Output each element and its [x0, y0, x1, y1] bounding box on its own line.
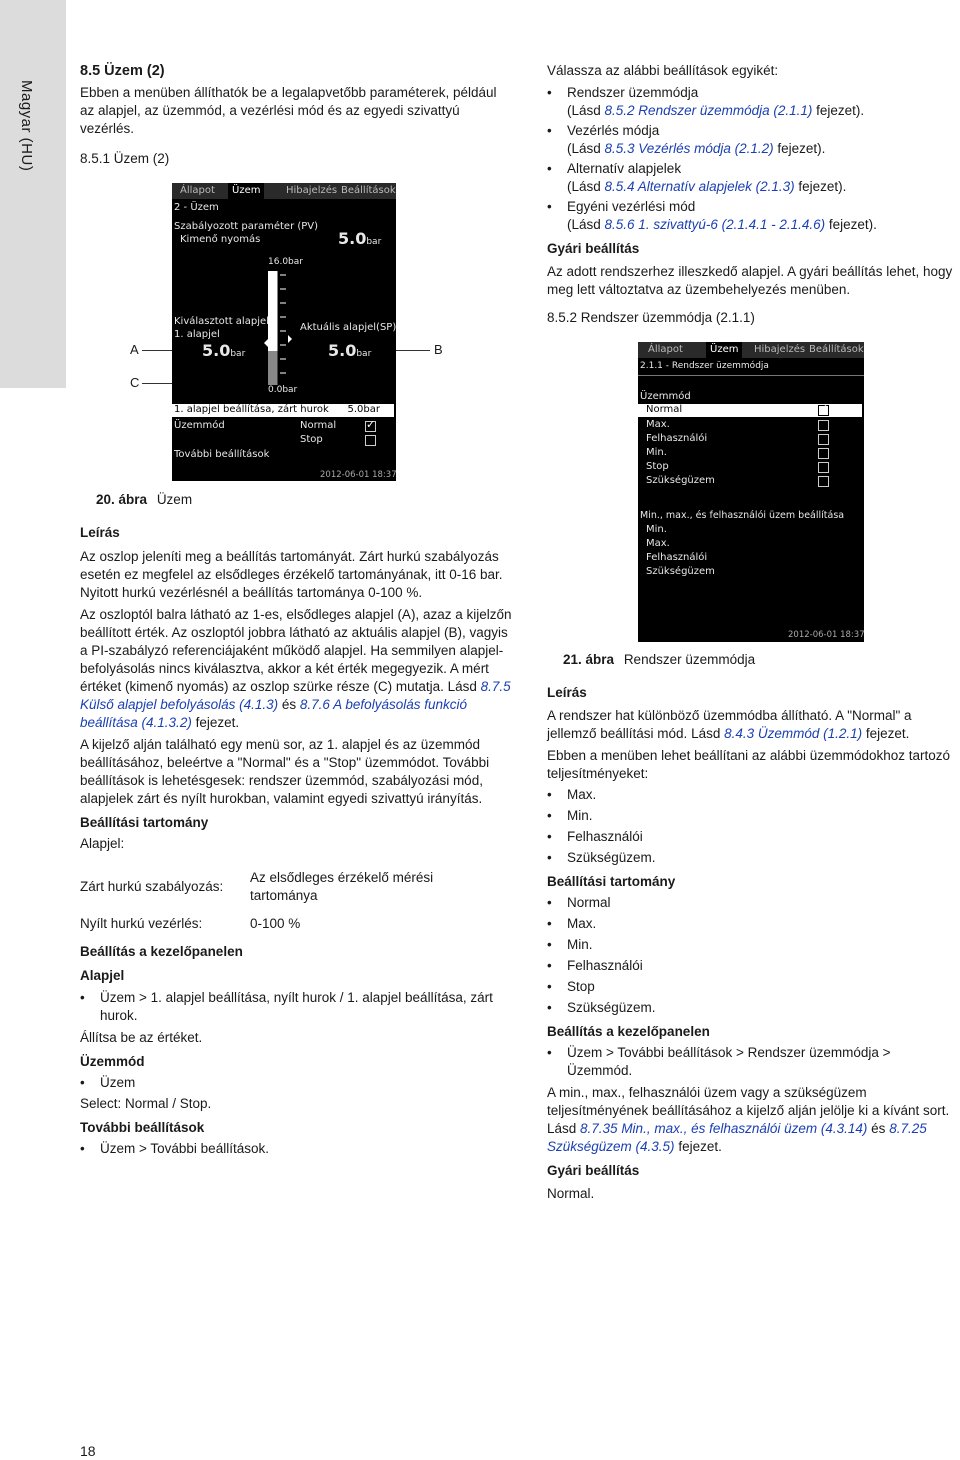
screen-divider [638, 375, 864, 376]
option-name-1: • Rendszer üzemmódja [547, 84, 959, 102]
scale-min-unit: bar [282, 385, 298, 395]
range-table [80, 853, 512, 909]
option-pre-4: (Lásd [567, 217, 605, 232]
right-p1-text: A rendszer hat különböző üzemmódba állítható. A "Normal" a jellemző beállítási mód. Lásd [547, 708, 912, 741]
link-8-7-25[interactable]: 8.7.25 Szükségüzem (4.3.5) [547, 1121, 927, 1154]
screen-title-2: 2.1.1 - Rendszer üzemmódja [640, 361, 769, 371]
language-side-tab [0, 0, 66, 388]
tab-allapot[interactable]: Állapot [180, 185, 215, 196]
pressure-value: 5.0 [338, 229, 367, 248]
option-name-3: • Alternatív alapjelek [547, 160, 959, 178]
right-factory-value: Normal. [547, 1186, 595, 1201]
mode-option-min[interactable]: Min. [646, 447, 667, 458]
leiras-heading: Leírás [80, 525, 120, 540]
right-p1-end: fejezet. [862, 726, 910, 741]
pressure-label: Kimenő nyomás [180, 234, 261, 245]
alapjel-heading: Alapjel [80, 968, 125, 983]
screen-timestamp: 2012-06-01 18:37 [320, 470, 397, 480]
link-8-7-5[interactable]: 8.7.5 Külső alapjel befolyásolás (4.1.3) [80, 679, 511, 712]
factory-heading-top: Gyári beállítás [547, 241, 640, 256]
option-item [547, 198, 959, 234]
figure-21-caption [563, 652, 755, 667]
option-item [547, 160, 959, 196]
right-panel-heading: Beállítás a kezelőpanelen [547, 1024, 710, 1039]
tab-beallitasok-2[interactable]: Beállítások [809, 344, 864, 355]
option-post-3: fejezet). [794, 179, 847, 194]
leiras-p2-end: fejezet. [191, 715, 240, 730]
mode-option-user[interactable]: Felhasználói [646, 433, 708, 444]
link-8-5-2[interactable]: 8.5.2 Rendszer üzemmódja (2.1.1) [604, 103, 813, 118]
open-loop-label: Nyílt hurkú vezérlés: [80, 916, 203, 931]
intro-paragraph: Ebben a menüben állíthatók be a legalapvetőbb paraméterek, például az alapjel, az üzemmód, a vezérlési mód és az egyedi szivattyú vezérlés. [80, 85, 497, 136]
range-heading: Beállítási tartomány [80, 815, 209, 830]
option-post-2: fejezet). [773, 141, 826, 156]
scale-max: 16.0 [268, 257, 289, 267]
tab-hibajelzes-2[interactable]: Hibajelzés [754, 344, 806, 355]
link-8-4-3[interactable]: 8.4.3 Üzemmód (1.2.1) [724, 726, 863, 741]
perf-item: • Felhasználói [547, 828, 959, 846]
display-screen-system-mode [638, 342, 864, 642]
leiras-p2 [80, 606, 512, 732]
more-settings-row[interactable]: További beállítások [174, 449, 270, 460]
right-p3-text: A min., max., felhasználói üzem vagy a szükségüzem teljesítményének beállításához a kijelző alján jelölje ki a kívánt sort. Lásd [547, 1085, 950, 1136]
alapjel-bullet: • Üzem > 1. alapjel beállítása, nyílt hurok / 1. alapjel beállítása, zárt hurok. [80, 989, 512, 1025]
tovabbi-heading: További beállítások [80, 1120, 205, 1135]
mode-emergency-checkbox[interactable] [818, 476, 829, 487]
leiras-p2-mid: és [278, 697, 300, 712]
tab-beallitasok[interactable]: Beállítások [341, 185, 396, 196]
range-item: • Szükségüzem. [547, 999, 959, 1017]
tab-allapot-2[interactable]: Állapot [648, 344, 683, 355]
stop-checkbox[interactable] [365, 435, 376, 446]
callout-c-leader [142, 383, 172, 384]
menu-row-label: 1. alapjel beállítása, zárt hurok [174, 404, 329, 415]
selected-setpoint-label: Kiválasztott alapjel [174, 316, 269, 327]
option-name-2: • Vezérlés módja [547, 122, 959, 140]
setpoint1-label: 1. alapjel [174, 329, 220, 340]
link-8-7-35[interactable]: 8.7.35 Min., max., és felhasználói üzem (4.3.14) [580, 1121, 868, 1136]
perf-item: • Max. [547, 786, 959, 804]
mode-normal[interactable]: Normal [300, 420, 337, 431]
option-item [547, 84, 959, 120]
scale-max-unit: bar [288, 257, 303, 267]
uzemmod-heading: Üzemmód [80, 1054, 145, 1069]
setpoint1-unit: bar [230, 349, 246, 359]
sub-item-min[interactable]: Min. [646, 524, 667, 535]
section-title: 8.5 Üzem (2) [80, 63, 165, 79]
mode-normal-checkbox[interactable] [818, 405, 829, 416]
right-body [547, 684, 959, 1203]
sub-item-user[interactable]: Felhasználói [646, 552, 708, 563]
setpoint1-value: 5.0 [202, 341, 231, 360]
scale-min: 0.0 [268, 385, 283, 395]
sub-heading-screen: Min., max., és felhasználói üzem beállítása [640, 510, 845, 521]
left-body [80, 524, 512, 1158]
link-8-5-6[interactable]: 8.5.6 1. szivattyú-6 (2.1.4.1 - 2.1.4.6) [604, 217, 826, 232]
menu-row-setpoint[interactable] [172, 404, 394, 417]
callout-b-leader [396, 350, 430, 351]
menu-row-value: 5.0bar [347, 404, 380, 415]
mode-option-normal-label: Normal [646, 404, 683, 415]
perf-item: • Szükségüzem. [547, 849, 959, 867]
callout-b: B [434, 342, 443, 357]
figure-20-caption [96, 492, 192, 507]
uzemmod-bullet: • Üzem [80, 1074, 512, 1092]
right-leiras-p2: Ebben a menüben lehet beállítani az alábbi üzemmódokhoz tartozó teljesítményeket: [547, 748, 951, 781]
language-label: Magyar (HU) [18, 80, 35, 172]
actual-setpoint-label: Aktuális alapjel(SP) [300, 322, 397, 333]
figure-20-title: Üzem [156, 492, 193, 507]
link-8-7-6[interactable]: 8.7.6 A befolyásolás funkció beállítása (4.1.3.2) [80, 697, 467, 730]
tab-uzem[interactable]: Üzem [228, 183, 264, 199]
normal-checkbox[interactable] [365, 421, 376, 432]
callout-a-leader [142, 350, 172, 351]
alapjel-colon: Alapjel: [80, 836, 125, 851]
mode-option-max[interactable]: Max. [646, 419, 670, 430]
leiras-p1: Az oszlop jeleníti meg a beállítás tartományát. Zárt hurkú szabályozás esetén ez megfelel az elsődleges érzékelő tartományának, itt 0-16 bar. Nyitott hurkú vezérlésnél a beállítás tartománya 0-100 %. [80, 549, 503, 600]
sub-item-emergency[interactable]: Szükségüzem [646, 566, 715, 577]
perf-item: • Min. [547, 807, 959, 825]
right-p3-mid: és [867, 1121, 890, 1136]
screen-title: 2 - Üzem [174, 202, 219, 213]
right-leiras-p1 [547, 707, 959, 743]
factory-paragraph: Az adott rendszerhez illeszkedő alapjel. A gyári beállítás lehet, hogy meg lett változtatva az üzembehelyezés menüben. [547, 264, 953, 297]
range-item: • Stop [547, 978, 959, 996]
mode-stop[interactable]: Stop [300, 434, 323, 445]
mode-user-checkbox[interactable] [818, 434, 829, 445]
figure-21-title: Rendszer üzemmódja [623, 652, 756, 667]
range-item: • Felhasználói [547, 957, 959, 975]
pressure-unit: bar [366, 237, 382, 247]
controlled-param-label: Szabályozott paraméter (PV) [174, 221, 319, 232]
right-factory-heading: Gyári beállítás [547, 1163, 640, 1178]
option-pre-3: (Lásd [567, 179, 605, 194]
link-8-5-3[interactable]: 8.5.3 Vezérlés módja (2.1.2) [604, 141, 774, 156]
left-intro [80, 62, 510, 168]
screen-tabs-2 [638, 342, 864, 358]
closed-loop-value: Az elsődleges érzékelő mérési tartománya [250, 870, 434, 903]
callout-a: A [130, 342, 139, 357]
option-post-4: fejezet). [825, 217, 877, 232]
screen-tabs [172, 183, 396, 199]
callout-c: C [130, 375, 140, 390]
right-leiras-heading: Leírás [547, 685, 587, 700]
mode-option-stop[interactable]: Stop [646, 461, 669, 472]
closed-loop-label: Zárt hurkú szabályozás: [80, 879, 224, 894]
figure-20-number: 20. ábra [96, 492, 148, 507]
right-p3 [547, 1084, 959, 1156]
option-pre-1: (Lásd [567, 103, 605, 118]
leiras-p2-text: Az oszloptól balra látható az 1-es, elsődleges alapjel (A), azaz a kijelzőn beállított érték. Az oszloptól jobbra látható az aktuális alapjel (B), vagyis a PI-szabályzó referenciájaként működő alapjel. Ha semmilyen alapjel-befolyásolás nincs kiválasztva, akkor a két érték megegyezik. A mért értéket (kimenő nyomás) az oszlop szürke része (C) mutatja. Lásd [80, 607, 512, 694]
option-name-4: • Egyéni vezérlési mód [547, 198, 959, 216]
link-8-5-4[interactable]: 8.5.4 Alternatív alapjelek (2.1.3) [604, 179, 795, 194]
choose-line: Válassza az alábbi beállítások egyikét: [547, 63, 779, 78]
mode-max-checkbox[interactable] [818, 420, 829, 431]
tab-uzem-2[interactable]: Üzem [706, 342, 742, 358]
setpoint-bar-scale [262, 269, 302, 387]
leiras-p3: A kijelző alján található egy menü sor, az 1. alapjel és az üzemmód beállításához, beleértve a "Normal" és a "Stop" üzemmódot. További beállítások is lehetésgesek: rendszer üzemmód, szabályozási mód, alapjelek zárt és nyílt hurokban, valamint egyedi szivattyú irányítás. [80, 737, 490, 806]
figure-21-number: 21. ábra [563, 652, 615, 667]
range-item: • Normal [547, 894, 959, 912]
sub-item-max[interactable]: Max. [646, 538, 670, 549]
option-post-1: fejezet). [812, 103, 865, 118]
mode-min-checkbox[interactable] [818, 448, 829, 459]
screen-timestamp-2: 2012-06-01 18:37 [788, 630, 865, 640]
right-subsection-title: 8.5.2 Rendszer üzemmódja (2.1.1) [547, 310, 755, 325]
mode-label: Üzemmód [174, 420, 225, 431]
range-item: • Min. [547, 936, 959, 954]
mode-option-emergency[interactable]: Szükségüzem [646, 475, 715, 486]
set-value-line: Állítsa be az értéket. [80, 1030, 203, 1045]
panel-heading: Beállítás a kezelőpanelen [80, 944, 243, 959]
actual-setpoint-value: 5.0 [328, 341, 357, 360]
open-loop-row [80, 915, 512, 939]
setpoint-a-marker [264, 339, 268, 347]
range-item: • Max. [547, 915, 959, 933]
mode-heading-screen: Üzemmód [640, 391, 691, 402]
option-pre-2: (Lásd [567, 141, 605, 156]
right-range-heading: Beállítási tartomány [547, 874, 676, 889]
open-loop-value: 0-100 % [250, 916, 301, 931]
measured-bar-fill [268, 351, 278, 385]
tab-hibajelzes[interactable]: Hibajelzés [286, 185, 338, 196]
page-number: 18 [80, 1443, 96, 1459]
setpoint-b-marker [288, 335, 292, 343]
tovabbi-bullet: • Üzem > További beállítások. [80, 1140, 512, 1158]
actual-setpoint-unit: bar [356, 349, 372, 359]
right-panel-bullet: • Üzem > További beállítások > Rendszer üzemmódja > Üzemmód. [547, 1044, 959, 1080]
right-p3-end: fejezet. [674, 1139, 722, 1154]
right-top [547, 62, 959, 327]
option-item [547, 122, 959, 158]
mode-stop-checkbox[interactable] [818, 462, 829, 473]
display-screen-uzem [172, 183, 396, 481]
select-line: Select: Normal / Stop. [80, 1096, 212, 1111]
subsection-title: 8.5.1 Üzem (2) [80, 151, 170, 166]
